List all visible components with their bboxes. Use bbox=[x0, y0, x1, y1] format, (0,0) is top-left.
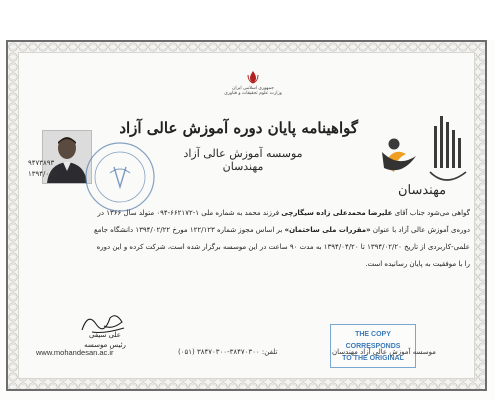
body-text-segment: فرزند محمد به شماره ملی ۱-۶۶۲۱۷۲-۰۹۴ متولد سال ۱۳۶۶ در bbox=[97, 209, 282, 217]
institute-name: موسسه آموزش عالی آزاد مهندسان bbox=[183, 147, 303, 173]
phone-number: تلفن: ۳۸۴۷۰۳۰۰-۳۸۴۷۰۳۰۰ (۰۵۱) bbox=[178, 348, 278, 356]
copy-stamp-line-1: THE COPY bbox=[355, 331, 391, 338]
signatory-role: رئیس موسسه bbox=[84, 341, 126, 349]
ministry-line-2: وزارت علوم تحقیقات و فناوری bbox=[224, 91, 282, 96]
certificate-title: گواهینامه پایان دوره آموزش عالی آزاد bbox=[119, 119, 358, 137]
ministry-line-1: جمهوری اسلامی ایران bbox=[232, 86, 274, 91]
footer-institute-name: موسسه آموزش عالی آزاد مهندسان bbox=[332, 348, 436, 356]
handwritten-signature bbox=[74, 308, 134, 338]
body-text-segment: دوره‌ی آموزش عالی آزاد با عنوان bbox=[370, 226, 470, 234]
certificate-footer bbox=[6, 344, 487, 364]
iran-emblem-icon bbox=[246, 70, 260, 84]
certificate-body bbox=[30, 205, 470, 273]
ministry-header bbox=[223, 70, 283, 96]
copy-stamp-line-3: TO THE ORIGINAL bbox=[342, 355, 404, 362]
recipient-name: علیرضا محمدعلی زاده سیگارچی bbox=[281, 209, 393, 217]
body-text-segment: بر اساس مجوز شماره ۱۲۲/۱۲۳ مورخ ۱۳۹۴/۰۲/۲۲ دانشگاه جامع bbox=[94, 226, 285, 234]
body-line-3: علمی-کاربردی از تاریخ ۱۳۹۴/۰۲/۲۰ تا ۱۳۹۴/۰۴/۲۰ به مدت ۹۰ ساعت در این موسسه برگزار شده است، شرکت کرده و این دوره bbox=[96, 243, 470, 251]
certificate-frame bbox=[6, 40, 487, 391]
body-line-1 bbox=[30, 205, 470, 222]
logo-wordmark: مهندسان bbox=[397, 183, 447, 198]
website-url: www.mohandesan.ac.ir bbox=[36, 348, 114, 357]
body-line-2 bbox=[30, 222, 470, 239]
certificate-number: ۹۴۷۳۸۹۳ bbox=[28, 159, 55, 167]
top-margin bbox=[0, 0, 495, 40]
mohandesan-logo bbox=[372, 108, 472, 218]
logo-mark-icon bbox=[382, 116, 466, 180]
body-line-4: را با موفقیت به پایان رسانیده است. bbox=[365, 260, 470, 268]
signatory-name: علی سیفی bbox=[89, 331, 121, 339]
course-title: «مقررات ملی ساختمان» bbox=[284, 226, 371, 234]
body-text-segment: گواهی می‌شود جناب آقای bbox=[392, 209, 470, 217]
copy-stamp-line-2: CORRESPONDS bbox=[345, 343, 401, 350]
certificate-date: ۱۳۹۴/۰۶/۱۰ bbox=[28, 170, 63, 178]
